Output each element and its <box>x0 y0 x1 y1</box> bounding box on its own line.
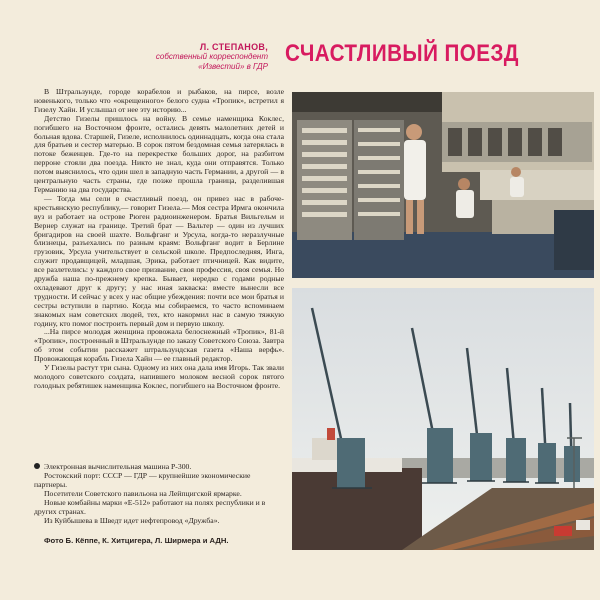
caption-item: Ростокский порт: СССР — ГДР — крупнейшие экономические партнеры. <box>34 471 251 489</box>
byline <box>140 42 268 72</box>
photo-computer-room <box>292 92 594 278</box>
caption-item: Посетители Советского павильона на Лейпцигской ярмарке. <box>44 489 242 498</box>
caption-item <box>34 462 284 471</box>
author-role-line2: «Известий» в ГДР <box>198 62 268 71</box>
caption-item: Новые комбайны марки «Е-512» работают на полях республики и в других странах. <box>34 498 266 516</box>
photo-rostock-port <box>292 288 594 550</box>
article-paragraph: У Гизелы растут три сына. Одному из них она дала имя Игорь. Так звали молодого советского солдата, напившего молоком весной сорок пятого голодных ребятишек наменщика Коклес, погибшего на Восточном фронте. <box>34 363 284 390</box>
article-paragraph: Детство Гизелы пришлось на войну. В семье наменщика Коклес, погибшего на Восточном фронте, остались девять малолетних детей и больная вдова. Старшей, Гизеле, исполнилось одиннадцать, когда она стала для братьев и сестер матерью. В сорок пятом бездомная семья затерялась в потоке беженцев. Где-то на перекрестке больших дорог, на разбитом перроне стояли два поезда. Никто не знал, куда они отправятся. Только потом выяснилось, что один шел в западную часть Германии, а другой — в центральную часть страны, где позже прошла граница, разделившая Германию на два государства. <box>34 113 284 194</box>
article-paragraph: — Тогда мы сели в счастливый поезд, он привез нас в рабоче-крестьянскую республику,— говорит Гизела.— Моя сестра Ирмга окончила вуз и работает на острове Рюген радиоинженером. Братья Вильгельм и Вернер служат на границе. Третий брат — Вальтер — один из лучших бригадиров на своей шахте. Вольфганг и Урсула, когда-то неразлучные близнецы, разъехались по разным краям: Вольфганг водит в Берлине грузовик, Урсула учительствует в сельской школе. Предпоследняя, Инга, служит продавщицей, младшая, Эрика, работает птичницей. Как видите, все разлетелись: у каждого свое призвание, своя профессия, своя семья. Но дружба наша по-прежнему крепка. Бывает, нередко с годами родные охладевают друг к другу; у нас иная закваска: вместе вынесли все трудности. И сейчас у всех у нас общие убеждения: почти все мои братья и сестры вступили в партию. Когда мы собираемся, то часто вспоминаем знакомых нам советских людей, тех, кто накормил нас в самую тяжкую годину, кто помог построить первый дом и первую школу. <box>34 193 284 328</box>
article-title: СЧАСТЛИВЫЙ ПОЕЗД <box>285 40 519 67</box>
author-role-line1: собственный корреспондент <box>155 52 268 61</box>
article-paragraph: ...На пирсе молодая женщина провожала белоснежный «Тропик», 81-й «Тропик», построенный в Штральзунде по заказу Советского Союза. Завтра об этом событии расскажет штральзундская газета «Наша верфь». Провожающая корабль Гизела Хайн — ее главный редактор. <box>34 327 284 364</box>
article-paragraph: В Штральзунде, городе корабелов и рыбаков, на пирсе, возле новенького, только что «окрещенного» белого судна «Тропик», встретил я Гизелу Хайн. И услышал от нее эту историю... <box>34 88 284 114</box>
caption-text: Электронная вычислительная машина Р-300. <box>44 462 192 471</box>
photo-captions <box>34 462 284 525</box>
author-name: Л. СТЕПАНОВ, <box>199 42 268 52</box>
article-body <box>34 88 284 458</box>
caption-item: Из Куйбышева в Шведт идет нефтепровод «Дружба». <box>44 516 220 525</box>
bullet-icon <box>34 463 40 469</box>
photo-credit: Фото Б. Кёппе, К. Хитцигера, Л. Ширмера и АДН. <box>44 536 229 545</box>
